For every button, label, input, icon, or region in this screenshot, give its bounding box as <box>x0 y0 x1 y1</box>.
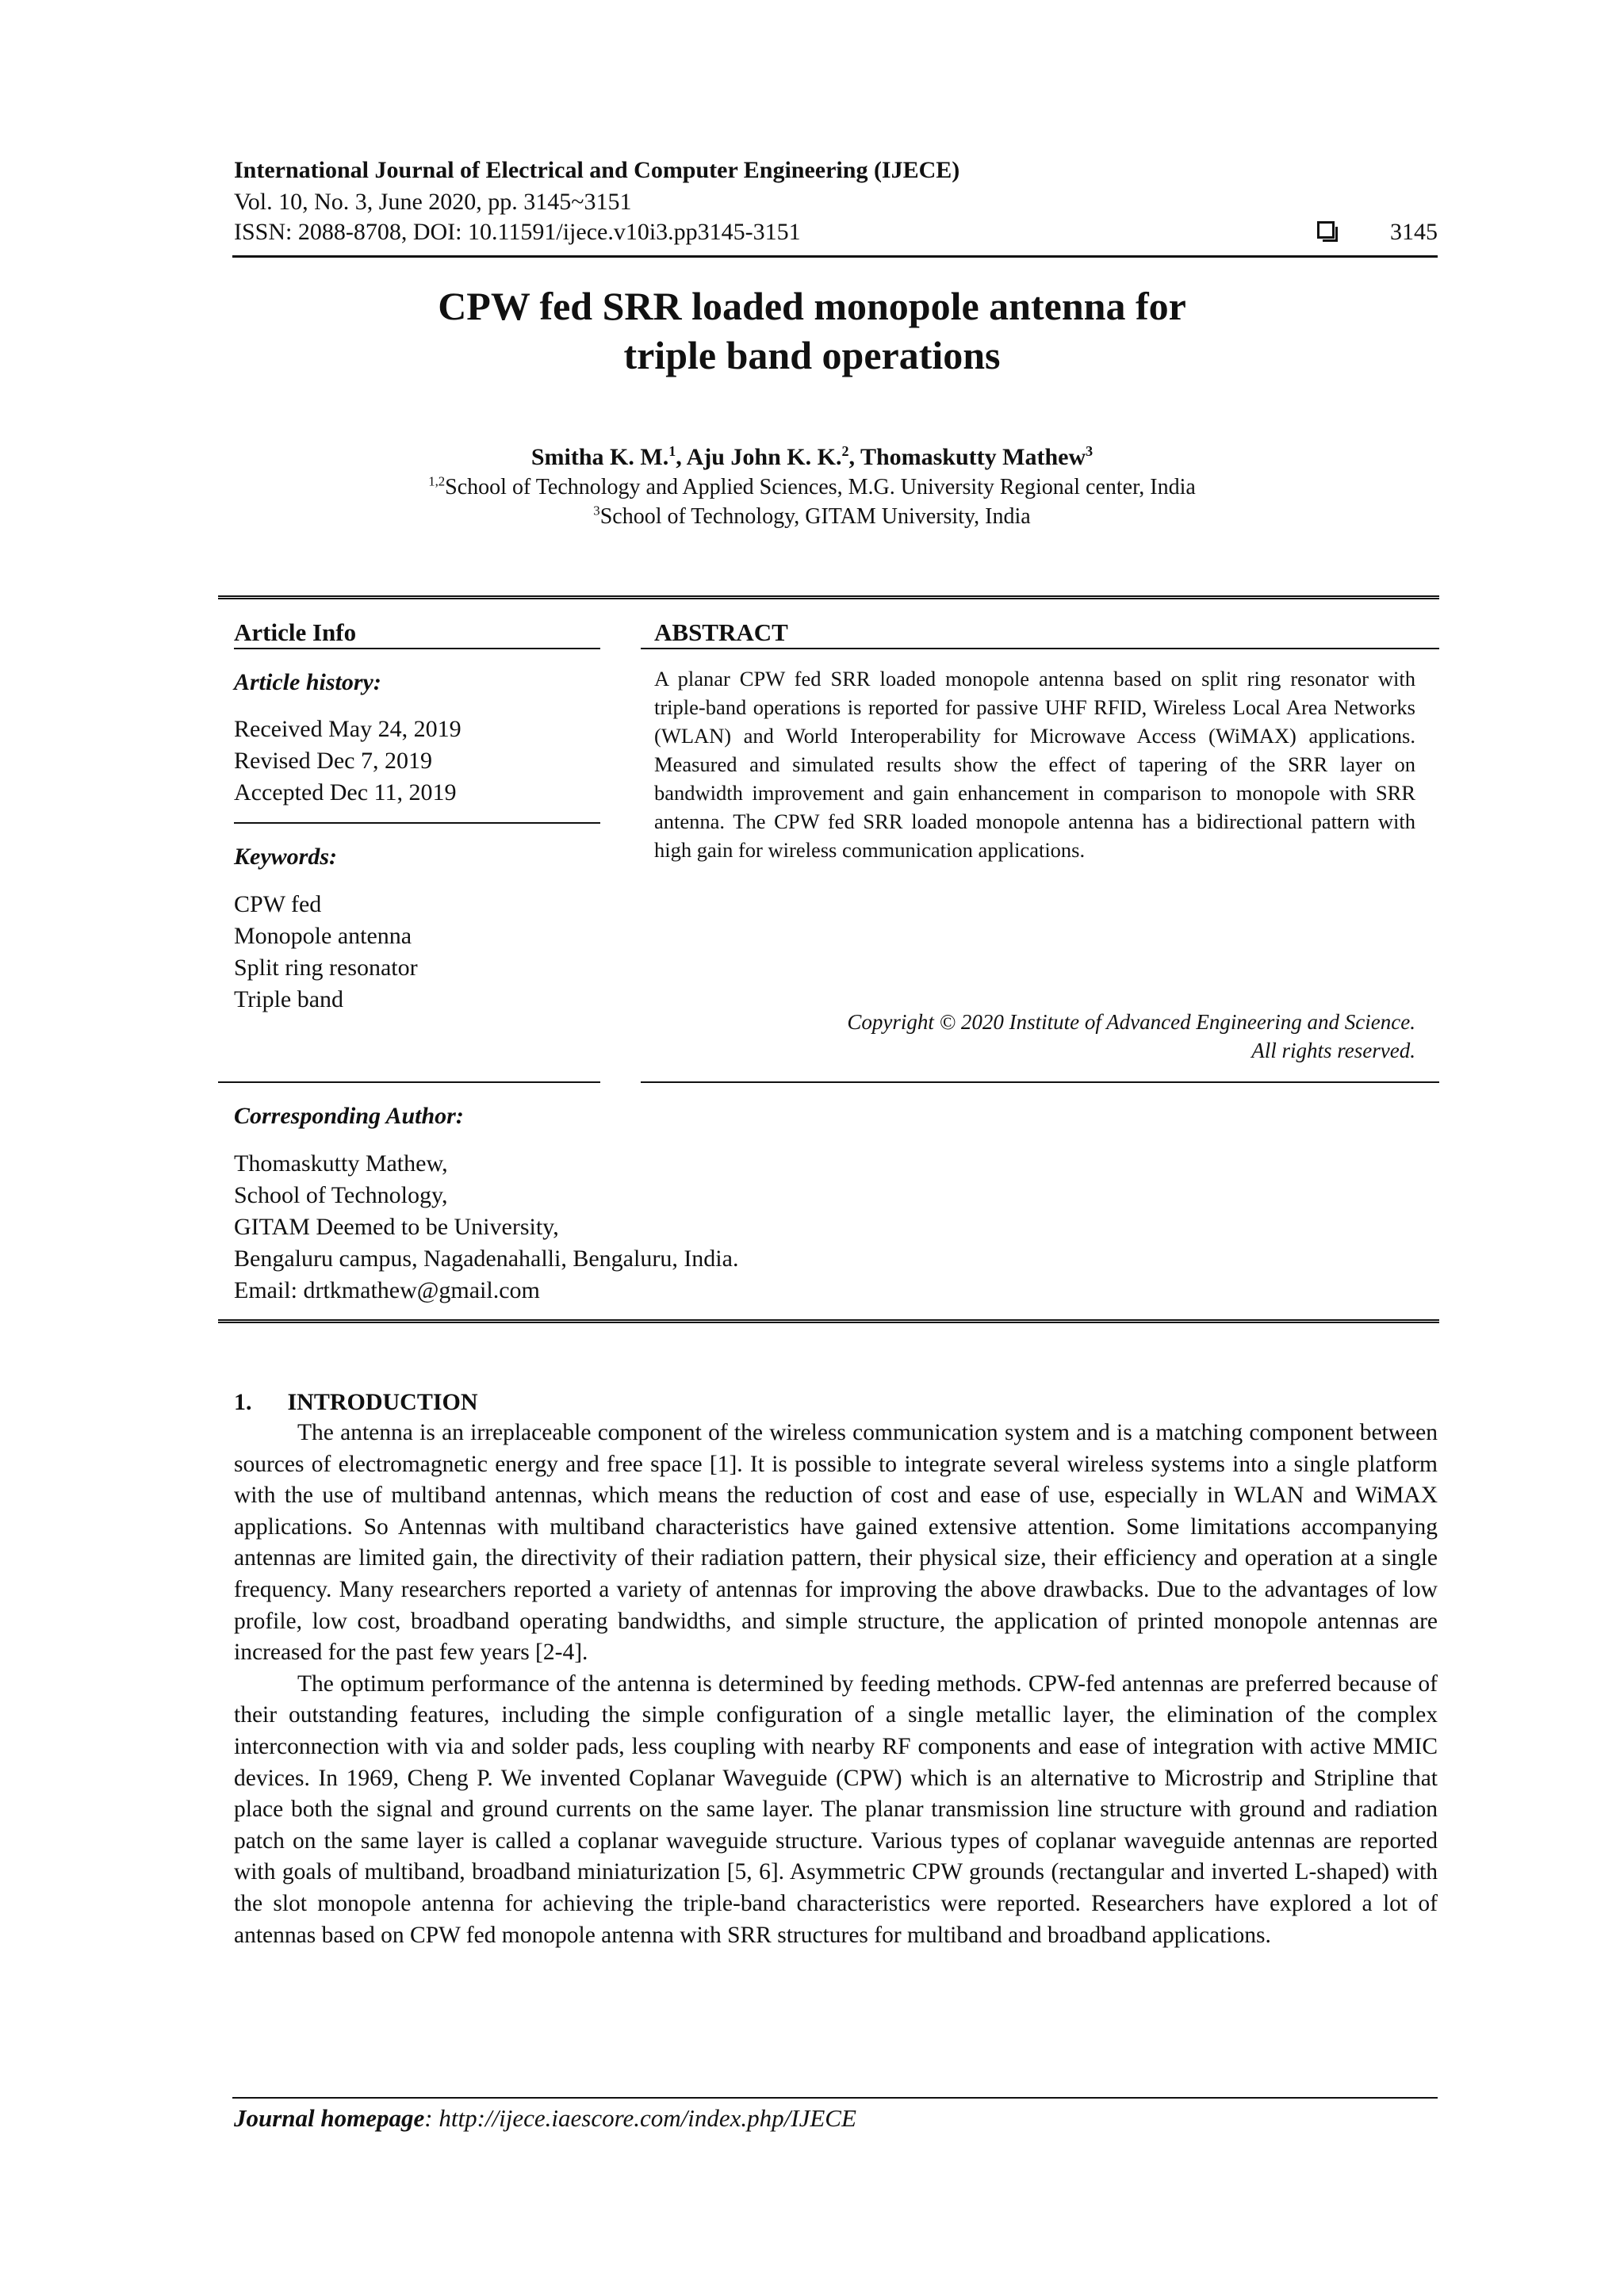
accepted-date: Accepted Dec 11, 2019 <box>234 779 457 806</box>
paper-title-line-1: CPW fed SRR loaded monopole antenna for <box>438 284 1186 328</box>
affiliation-2 <box>238 503 1386 530</box>
article-info-rule <box>234 648 600 649</box>
issn-doi-line: ISSN: 2088-8708, DOI: 10.11591/ijece.v10i3.pp3145-3151 <box>234 219 801 245</box>
copyright-line-1: Copyright © 2020 Institute of Advanced Engineering and Science. <box>847 1010 1415 1034</box>
author-list <box>238 442 1386 473</box>
received-date: Received May 24, 2019 <box>234 716 462 742</box>
introduction-heading: 1. INTRODUCTION <box>234 1389 478 1415</box>
corresponding-author-line: School of Technology, <box>234 1182 448 1208</box>
affiliation-2-text: School of Technology, GITAM University, India <box>599 504 1031 529</box>
article-info-heading: Article Info <box>234 618 357 646</box>
introduction-body <box>234 1418 1438 1951</box>
affiliation-1-mark: 1,2 <box>428 473 446 489</box>
abstract-bottom-rule <box>641 1081 1439 1083</box>
author-1: Smitha K. M. <box>530 444 669 470</box>
page-number: 3145 <box>1390 219 1438 245</box>
revised-date: Revised Dec 7, 2019 <box>234 748 432 774</box>
corresponding-author-heading: Corresponding Author: <box>234 1103 464 1129</box>
abstract-heading: ABSTRACT <box>654 618 788 646</box>
keywords-bottom-rule <box>218 1081 600 1083</box>
info-box-top-rule <box>218 595 1439 599</box>
paper-title <box>238 281 1386 380</box>
square-bullet-icon <box>1317 221 1335 239</box>
author-2: Aju John K. K. <box>686 444 842 470</box>
corresponding-author-line: GITAM Deemed to be University, <box>234 1214 559 1240</box>
keyword-item: Split ring resonator <box>234 955 418 981</box>
author-2-affil-mark: 2 <box>841 443 849 459</box>
footer-rule <box>232 2097 1438 2099</box>
introduction-paragraph-1: The antenna is an irreplaceable component of the wireless communication system and is a matching component between sources of electromagnetic energy and free space [1]. It is possible to integrate several wireless systems into a single platform with the use of multiband antennas, which means the reduction of cost and ease of use, especially in WLAN and WiMAX applications. So Antennas with multiband characteristics have gained extensive attention. Some limitations accompanying antennas are limited gain, the directivity of their radiation pattern, their physical size, their efficiency and operation at a single frequency. Many researchers reported a variety of antennas for improving the above drawbacks. Due to the advantages of low profile, low cost, broadband operating bandwidths, and simple structure, the application of printed monopole antennas are increased for the past few years [2-4]. <box>234 1420 1438 1666</box>
history-rule <box>234 822 600 824</box>
journal-name: International Journal of Electrical and Computer Engineering (IJECE) <box>234 157 960 183</box>
keyword-item: Triple band <box>234 986 344 1012</box>
author-separator: , <box>848 444 860 470</box>
keyword-item: Monopole antenna <box>234 923 412 949</box>
abstract-heading-rule <box>641 648 1439 649</box>
keyword-item: CPW fed <box>234 891 322 917</box>
header-rule <box>232 255 1438 258</box>
affiliation-2-mark: 3 <box>593 503 600 519</box>
corresponding-author-email: Email: drtkmathew@gmail.com <box>234 1277 540 1303</box>
affiliation-1 <box>238 474 1386 501</box>
corresponding-author-line: Bengaluru campus, Nagadenahalli, Bengaluru, India. <box>234 1246 739 1272</box>
journal-homepage-label: Journal homepage <box>234 2104 425 2132</box>
info-box-bottom-rule <box>218 1319 1439 1323</box>
author-1-affil-mark: 1 <box>668 443 676 459</box>
author-separator: , <box>676 444 687 470</box>
keywords-heading: Keywords: <box>234 844 337 870</box>
journal-homepage-url[interactable]: : http://ijece.iaescore.com/index.php/IJECE <box>424 2104 856 2132</box>
abstract-text: A planar CPW fed SRR loaded monopole antenna based on split ring resonator with triple-band operations is reported for passive UHF RFID, Wireless Local Area Networks (WLAN) and World Interoperability for Microwave Access (WiMAX) applications. Measured and simulated results show the effect of tapering of the SRR layer on bandwidth improvement and gain enhancement in comparison to monopole with SRR antenna. The CPW fed SRR loaded monopole antenna has a bidirectional pattern with high gain for wireless communication applications. <box>654 667 1415 862</box>
corresponding-author-line: Thomaskutty Mathew, <box>234 1150 448 1177</box>
copyright-line-2: All rights reserved. <box>1251 1039 1415 1062</box>
article-history-heading: Article history: <box>234 669 381 695</box>
paper-title-line-2: triple band operations <box>623 333 1001 377</box>
journal-homepage <box>234 2103 856 2134</box>
author-3: Thomaskutty Mathew <box>860 444 1086 470</box>
affiliation-1-text: School of Technology and Applied Sciences, M.G. University Regional center, India <box>445 475 1196 499</box>
volume-line: Vol. 10, No. 3, June 2020, pp. 3145~3151 <box>234 189 632 215</box>
author-3-affil-mark: 3 <box>1086 443 1094 459</box>
introduction-paragraph-2: The optimum performance of the antenna is determined by feeding methods. CPW-fed antennas are preferred because of their outstanding features, including the simple configuration of a single metallic layer, the elimination of the complex interconnection with via and solder pads, less coupling with nearby RF components and ease of integration with active MMIC devices. In 1969, Cheng P. We invented Coplanar Waveguide (CPW) which is an alternative to Microstrip and Stripline that place both the signal and ground currents on the same layer. The planar transmission line structure with ground and radiation patch on the same layer is called a coplanar waveguide structure. Various types of coplanar waveguide antennas are reported with goals of multiband, broadband miniaturization [5, 6]. Asymmetric CPW grounds (rectangular and inverted L-shaped) with the slot monopole antenna for achieving the triple-band characteristics were reported. Researchers have explored a lot of antennas based on CPW fed monopole antenna with SRR structures for multiband and broadband applications. <box>234 1670 1438 1948</box>
